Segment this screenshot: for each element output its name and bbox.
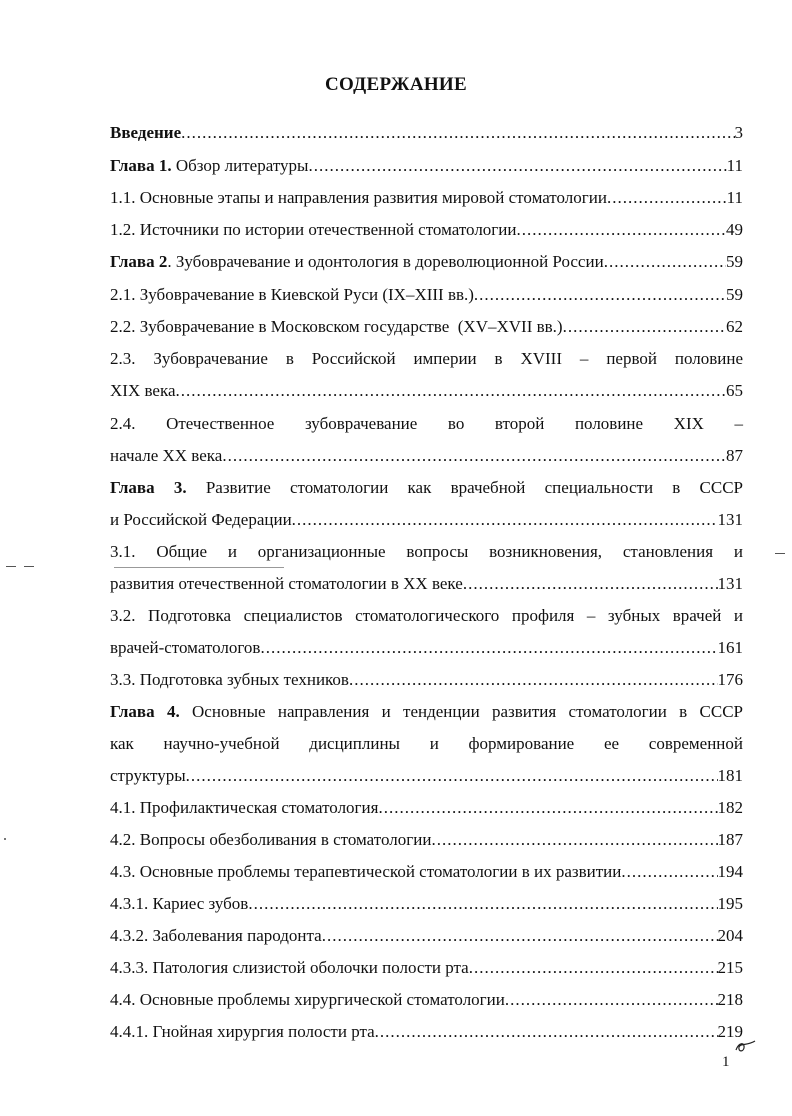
toc-page-number: 187 [717,830,743,849]
toc-entry [110,541,743,563]
dot-leader [222,445,726,467]
page-title: СОДЕРЖАНИЕ [325,74,467,95]
toc-entry-title: как научно-учебной дисциплины и формирование ее современной [110,734,743,753]
toc-entry-text [110,155,308,177]
toc-entry-title: 4.2. Вопросы обезболивания в стоматологии [110,830,432,849]
toc-entry-text [110,284,474,306]
toc-entry-title: 2.2. Зубоврачевание в Московском государстве (XV–XVII вв.) [110,317,563,336]
toc-entry [110,155,743,177]
toc-entry-heading: Глава 3. [110,478,187,497]
toc-page-number: 11 [726,156,743,175]
toc-entry-title: 4.3.2. Заболевания пародонта [110,926,322,945]
scan-speck [4,838,6,840]
toc-entry [110,989,743,1011]
scan-underline [114,567,284,568]
toc-entry-text [110,219,516,241]
page-number: 1 [722,1054,730,1070]
dot-leader [181,122,734,144]
toc-entry-title: 1.2. Источники по истории отечественной стоматологии [110,220,517,239]
toc-entry-heading: Глава 2 [110,252,168,271]
dot-leader [563,316,726,338]
toc-entry-title: и Российской Федерации [110,510,292,529]
toc-entry [110,605,743,627]
toc-entry [110,637,743,659]
dot-leader [607,187,727,209]
toc-entry-title: 4.3.1. Кариес зубов [110,894,249,913]
dot-leader [186,765,718,787]
dot-leader [260,637,717,659]
toc-entry-title: врачей-стоматологов [110,638,261,657]
toc-entry-title: 3.3. Подготовка зубных техников [110,670,349,689]
toc-entry-title: 4.4.1. Гнойная хирургия полости рта [110,1022,375,1041]
toc-entry-title: XIX века [110,381,176,400]
toc-page-number: 161 [717,638,743,657]
toc-entry-title: структуры [110,766,186,785]
dot-leader [516,219,726,241]
toc-entry-title: 2.4. Отечественное зубоврачевание во второй половине XIX – [110,414,743,433]
toc-page-number: 181 [717,766,743,785]
dot-leader [308,155,726,177]
toc-entry-title: 3.2. Подготовка специалистов стоматологического профиля – зубных врачей и [110,606,743,625]
toc-entry-text [110,316,563,338]
toc-page-number: 219 [717,1022,743,1041]
toc-page-number: 131 [717,510,743,529]
toc-page-number: 59 [726,285,743,304]
toc-entry [110,765,743,787]
toc-entry-title: 1.1. Основные этапы и направления развития мировой стоматологии [110,188,607,207]
toc-page-number: 182 [717,798,743,817]
toc-entry [110,829,743,851]
toc-entry-text [110,797,378,819]
toc-entry [110,219,743,241]
dot-leader [463,573,718,595]
toc-entry-text [110,573,463,595]
dot-leader [292,509,718,531]
toc-entry-text [110,445,222,467]
toc-page-number: 218 [717,990,743,1009]
dot-leader [431,829,717,851]
dot-leader [378,797,717,819]
toc-entry-title: 4.1. Профилактическая стоматология [110,798,379,817]
toc-entry [110,122,743,144]
toc-page-number: 11 [726,188,743,207]
toc-entry-title: Обзор литературы [171,156,309,175]
toc-entry [110,445,743,467]
toc-entry-text [110,829,431,851]
toc-entry-title: 2.1. Зубоврачевание в Киевской Руси (IX–XIII вв.) [110,285,474,304]
toc-entry [110,348,743,370]
toc-entry [110,477,743,499]
toc-entry-text [110,1021,375,1043]
dot-leader [621,861,717,883]
dot-leader [469,957,718,979]
toc-entry-text [110,989,505,1011]
toc-entry-title: Основные направления и тенденции развития стоматологии в СССР [179,702,743,721]
toc-entry [110,669,743,691]
toc-page-number: 194 [717,862,743,881]
toc-entry [110,413,743,435]
toc-entry [110,316,743,338]
toc-entry-title: 4.4. Основные проблемы хирургической стоматологии [110,990,505,1009]
toc-entry-text [110,893,248,915]
toc-entry [110,797,743,819]
toc-entry-title: развития отечественной стоматологии в XX веке [110,574,463,593]
toc-entry-text [110,187,607,209]
toc-entry-title: 3.1. Общие и организационные вопросы возникновения, становления и [110,542,743,561]
toc-entry [110,251,743,273]
toc-entry [110,893,743,915]
toc-entry [110,733,743,755]
dot-leader [248,893,717,915]
toc-entry-text [110,957,469,979]
toc-page-number: 195 [717,894,743,913]
toc-entry [110,861,743,883]
toc-entry-text [110,765,186,787]
toc-entry-text [110,380,176,402]
toc-entry [110,284,743,306]
toc-entry-text [110,509,292,531]
dot-leader [505,989,718,1011]
scan-mark-right [775,553,785,554]
toc-entry-heading: Глава 4. [110,702,180,721]
dot-leader [322,925,718,947]
toc-page-number: 59 [726,252,743,271]
toc-entry-text [110,861,621,883]
toc-entry-title: 4.3.3. Патология слизистой оболочки полости рта [110,958,469,977]
toc-entry-title: 2.3. Зубоврачевание в Российской империи в XVIII – первой половине [110,349,743,368]
toc-entry-heading: Глава 1. [110,156,172,175]
scan-mark-left [6,566,16,567]
toc-page-number: 176 [717,670,743,689]
dot-leader [604,251,726,273]
toc-entry [110,187,743,209]
toc-entry-title: 4.3. Основные проблемы терапевтической стоматологии в их развитии [110,862,622,881]
dot-leader [349,669,718,691]
scan-mark-left [24,566,34,567]
toc-entry [110,925,743,947]
toc-page-number: 3 [734,123,743,142]
toc-entry-text [110,925,322,947]
toc-page-number: 65 [726,381,743,400]
toc-entry [110,380,743,402]
toc-entry-text [110,669,349,691]
toc-entry [110,1021,743,1043]
toc-page-number: 131 [717,574,743,593]
toc-page-number: 204 [717,926,743,945]
toc-entry-text [110,122,181,144]
toc-entry-text [110,637,260,659]
toc-page-number: 49 [726,220,743,239]
toc-entry-text [110,251,604,273]
toc-entry [110,573,743,595]
toc-page-number: 62 [726,317,743,336]
toc-entry [110,957,743,979]
dot-leader [176,380,727,402]
toc-page-number: 87 [726,446,743,465]
handwritten-mark-icon [733,1038,759,1056]
toc-entry [110,701,743,723]
toc-entry [110,509,743,531]
toc-entry-title: . Зубоврачевание и одонтология в дореволюционной России [167,252,604,271]
toc-entry-title: начале XX века [110,446,223,465]
dot-leader [474,284,726,306]
dot-leader [375,1021,718,1043]
toc-page-number: 215 [717,958,743,977]
toc-entry-heading: Введение [110,123,182,142]
toc-entry-title: Развитие стоматологии как врачебной специальности в СССР [186,478,743,497]
